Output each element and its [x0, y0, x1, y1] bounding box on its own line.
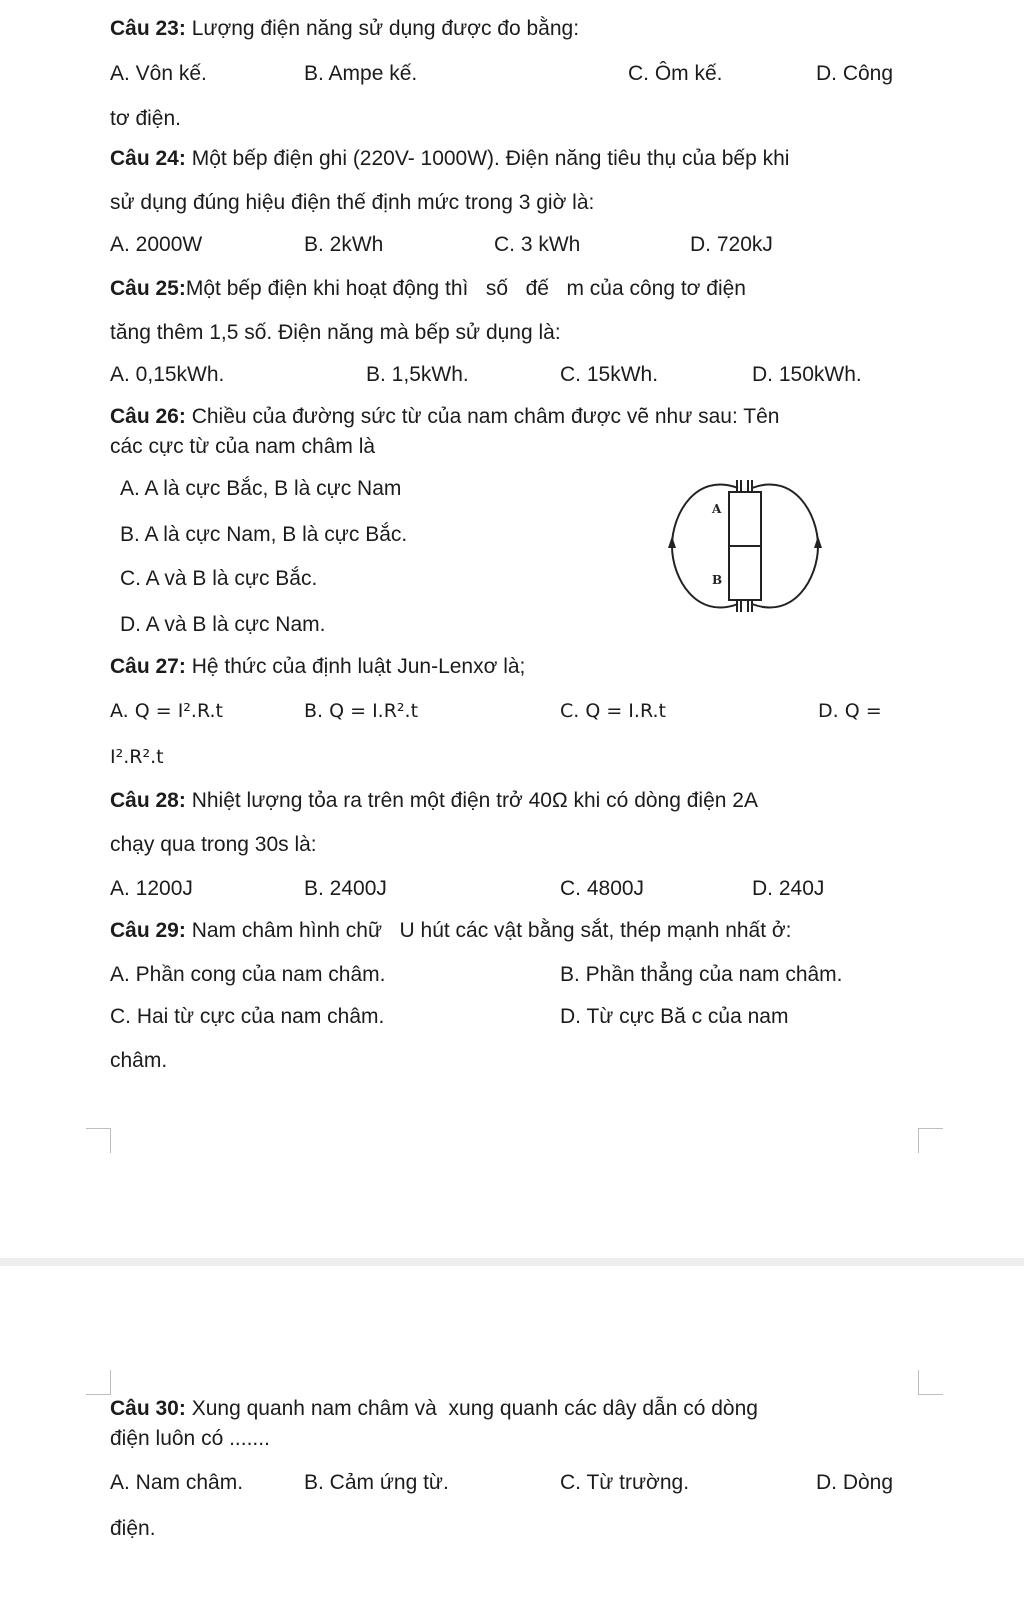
question-28-line2: chạy qua trong 30s là: [110, 833, 317, 856]
q30-option-d-continuation: điện. [110, 1517, 156, 1540]
question-29: Câu 29: Nam châm hình chữ U hút các vật bằng sắt, thép mạnh nhất ở: [110, 919, 792, 942]
q30-option-a: A. Nam châm. [110, 1471, 244, 1494]
page-corner-mark [918, 1370, 943, 1395]
q24-option-c: C. 3 kWh [494, 233, 581, 256]
q23-option-c: C. Ôm kế. [628, 62, 723, 85]
q27-option-d: D. Q = [818, 700, 882, 722]
q23-option-b: B. Ampe kế. [304, 62, 418, 85]
question-24-line2: sử dụng đúng hiệu điện thế định mức trong 3 giờ là: [110, 191, 595, 214]
question-26-line2: các cực từ của nam châm là [110, 435, 376, 458]
q26-option-a: A. A là cực Bắc, B là cực Nam [120, 477, 402, 500]
q28-option-d: D. 240J [752, 877, 825, 900]
q26-option-b: B. A là cực Nam, B là cực Bắc. [120, 523, 408, 546]
question-24: Câu 24: Một bếp điện ghi (220V- 1000W). Điện năng tiêu thụ của bếp khi [110, 147, 790, 170]
q26-option-d: D. A và B là cực Nam. [120, 613, 326, 636]
q28-option-a: A. 1200J [110, 877, 193, 900]
q24-option-b: B. 2kWh [304, 233, 384, 256]
q23-option-d-continuation: tơ điện. [110, 107, 181, 130]
question-30-line2: điện luôn có ....... [110, 1427, 270, 1450]
q29-option-d-continuation: châm. [110, 1049, 168, 1072]
q25-option-d: D. 150kWh. [752, 363, 862, 386]
q29-option-a: A. Phần cong của nam châm. [110, 963, 386, 986]
q23-option-d: D. Công [816, 62, 894, 85]
magnet-field-diagram [668, 478, 828, 634]
q27-option-a: A. Q = I².R.t [110, 700, 223, 722]
page-corner-mark [86, 1370, 111, 1395]
field-arrow-left-icon [668, 536, 676, 548]
q30-option-d: D. Dòng [816, 1471, 894, 1494]
question-30: Câu 30: Xung quanh nam châm và xung quanh các dây dẫn có dòng [110, 1397, 758, 1420]
q24-option-d: D. 720kJ [690, 233, 773, 256]
page-corner-mark [86, 1128, 111, 1153]
q29-option-c: C. Hai từ cực của nam châm. [110, 1005, 385, 1028]
magnet-pole-a [729, 492, 761, 546]
question-27: Câu 27: Hệ thức của định luật Jun-Lenxơ là; [110, 655, 526, 678]
pole-label-b: B [712, 573, 723, 587]
pole-label-a: A [712, 502, 722, 516]
q29-option-d: D. Từ cực Bă c của nam [560, 1005, 789, 1028]
q26-option-c: C. A và B là cực Bắc. [120, 567, 318, 590]
question-28: Câu 28: Nhiệt lượng tỏa ra trên một điện trở 40Ω khi có dòng điện 2A [110, 789, 758, 812]
q30-option-c: C. Từ trường. [560, 1471, 690, 1494]
q28-option-c: C. 4800J [560, 877, 645, 900]
page-corner-mark [918, 1128, 943, 1153]
q27-option-b: B. Q = I.R².t [304, 700, 419, 722]
q27-option-d-continuation: I².R².t [110, 746, 164, 768]
q30-option-b: B. Cảm ứng từ. [304, 1471, 449, 1494]
question-25-line2: tăng thêm 1,5 số. Điện năng mà bếp sử dụng là: [110, 321, 561, 344]
q25-option-b: B. 1,5kWh. [366, 363, 469, 386]
page-break [0, 1258, 1024, 1266]
q25-option-c: C. 15kWh. [560, 363, 659, 386]
q23-option-a: A. Vôn kế. [110, 62, 207, 85]
q24-option-a: A. 2000W [110, 233, 203, 256]
question-25: Câu 25:Một bếp điện khi hoạt động thì số đế m của công tơ điện [110, 277, 746, 300]
q25-option-a: A. 0,15kWh. [110, 363, 225, 386]
magnet-pole-b [729, 546, 761, 600]
q29-option-b: B. Phần thẳng của nam châm. [560, 963, 843, 986]
q27-option-c: C. Q = I.R.t [560, 700, 666, 722]
q28-option-b: B. 2400J [304, 877, 387, 900]
question-26: Câu 26: Chiều của đường sức từ của nam châm được vẽ như sau: Tên [110, 405, 780, 428]
question-23: Câu 23: Lượng điện năng sử dụng được đo bằng: [110, 17, 580, 40]
field-arrow-right-icon [814, 536, 822, 548]
